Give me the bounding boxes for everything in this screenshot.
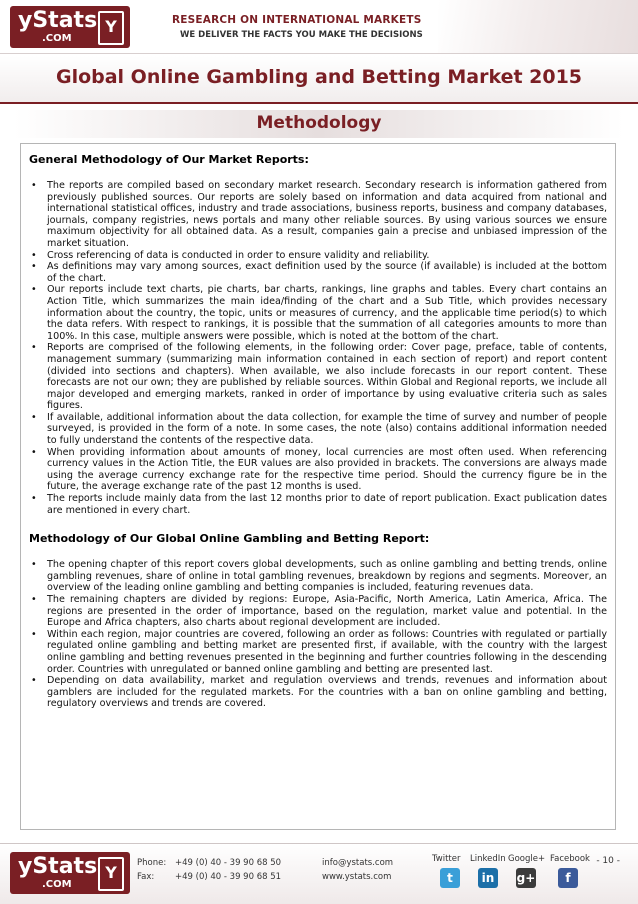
header-decoration xyxy=(438,0,638,53)
facebook-icon[interactable]: f xyxy=(558,868,578,888)
bullet-icon: • xyxy=(31,261,37,273)
bullet-icon: • xyxy=(31,628,37,640)
fax-label: Fax: xyxy=(137,872,155,882)
title-bar xyxy=(0,56,638,104)
bullet-icon: • xyxy=(31,675,37,687)
list-item-text: When providing information about amounts of money, local currencies are most often used. When referencing currency values in the Action Title, the EUR values are also provided in brackets. The conversions are always made using the average currency exchange rate for the respective time period. Should the currency figure be in the future, the average exchange rate of the past 12 months is used. xyxy=(47,446,607,493)
logo-brand: yStats xyxy=(18,8,98,33)
list-item-text: The opening chapter of this report covers global developments, such as online gambling and betting trends, online gambling revenues, share of online in total gambling revenues, breakdown by regions and segments. Moreover, an overview of the leading online gambling and betting companies is included, featuring revenues data. xyxy=(47,559,607,594)
footer-logo-domain: .COM xyxy=(42,879,72,890)
list-item xyxy=(29,261,607,284)
list-item xyxy=(29,180,607,250)
list-item xyxy=(29,250,607,262)
bullet-icon: • xyxy=(31,559,37,571)
header-tagline: RESEARCH ON INTERNATIONAL MARKETS xyxy=(172,14,422,26)
list-item xyxy=(29,447,607,493)
list-item-text: Our reports include text charts, pie charts, bar charts, rankings, line graphs and tables. Every chart contains an Action Title, which summarizes the main idea/finding of the chart and a Sub Title, which provides necessary information about the country, the topic, units or measures of currency, and the applicable time period(s) to which the data refers. With respect to rankings, it is possible that the summation of all categories amounts to more than 100%. In this case, multiple answers were possible, which is noted at the bottom of the chart. xyxy=(47,284,607,342)
footer-logo-brand: yStats xyxy=(18,854,98,879)
social-label-google-plus: Google+ xyxy=(508,854,546,864)
ystats-logo[interactable] xyxy=(10,6,130,48)
list-item xyxy=(29,342,607,412)
twitter-icon[interactable]: t xyxy=(440,868,460,888)
section-label-bar xyxy=(14,110,624,138)
phone-number: +49 (0) 40 - 39 90 68 50 xyxy=(175,858,282,868)
bullet-icon: • xyxy=(31,180,37,191)
linkedin-icon[interactable]: in xyxy=(478,868,498,888)
list-item-text: Cross referencing of data is conducted in order to ensure validity and reliability. xyxy=(47,249,430,261)
bullet-icon: • xyxy=(31,411,37,423)
phone-label: Phone: xyxy=(137,858,167,868)
list-item xyxy=(29,493,607,516)
website-link[interactable]: www.ystats.com xyxy=(322,872,392,882)
page-header xyxy=(0,0,638,54)
footer-logo-mark-icon: Y xyxy=(98,857,124,891)
specific-heading: Methodology of Our Global Online Gambling and Betting Report: xyxy=(29,532,430,546)
bullet-icon: • xyxy=(31,342,37,354)
general-list xyxy=(29,180,607,516)
header-subtagline: WE DELIVER THE FACTS YOU MAKE THE DECISIONS xyxy=(180,30,423,40)
list-item xyxy=(29,412,607,447)
list-item-text: The reports are compiled based on secondary market research. Secondary research is information gathered from previously published sources. Our reports are solely based on information and data acquired from national and international statistical offices, industry and trade associations, business reports, business and company databases, journals, company registries, news portals and many other reliable sources. By using various sources we ensure maximum objectivity for all obtained data. As a result, companies gain a precise and unbiased impression of the market situation. xyxy=(47,180,607,249)
list-item-text: Within each region, major countries are covered, following an order as follows: Countries with regulated or partially regulated online gambling and betting market are presented first, if available, with the country with the largest online gambling and betting revenues presented in the beginning and further countries following in the descending order. Countries with unregulated or banned online gambling and betting are presented last. xyxy=(47,628,607,675)
fax-number: +49 (0) 40 - 39 90 68 51 xyxy=(175,872,282,882)
bullet-icon: • xyxy=(31,446,37,458)
contact-online xyxy=(322,856,393,884)
contact-phone-fax xyxy=(137,856,282,884)
list-item xyxy=(29,284,607,342)
list-item xyxy=(29,629,607,675)
general-heading: General Methodology of Our Market Reports: xyxy=(29,153,309,166)
page-footer xyxy=(0,843,638,904)
list-item xyxy=(29,675,607,710)
social-label-linkedin: LinkedIn xyxy=(470,854,506,864)
list-item-text: If available, additional information about the data collection, for example the time of survey and number of people surveyed, is provided in the form of a note. In some cases, the note (also) contains additional information needed to fully understand the contents of the respective data. xyxy=(47,411,607,447)
logo-mark-icon: Y xyxy=(98,11,124,45)
email-link[interactable]: info@ystats.com xyxy=(322,858,394,868)
list-item xyxy=(29,559,607,594)
list-item-text: Depending on data availability, market and regulation overviews and trends, revenues and information about gamblers are included for the regulated markets. For the countries with a ban on online gambling and betting, regulatory overviews and trends are covered. xyxy=(47,675,607,710)
section-label: Methodology xyxy=(256,113,382,133)
social-label-facebook: Facebook xyxy=(550,854,590,864)
list-item-text: The remaining chapters are divided by regions: Europe, Asia-Pacific, North America, Latin America, Africa. The regions are presented in the order of importance, based on the regulation, market value and potential. In the Europe and Africa chapters, also charts about regional development are included. xyxy=(47,594,607,629)
specific-list xyxy=(29,559,607,710)
bullet-icon: • xyxy=(31,249,37,261)
bullet-icon: • xyxy=(31,493,37,505)
google-plus-icon[interactable]: g+ xyxy=(516,868,536,888)
list-item-text: Reports are comprised of the following elements, in the following order: Cover page, preface, table of contents, management summary (summarizing main information contained in each section of report) and report content (divided into sections and chapters). When available, we also include forecasts in our report content. These forecasts are not our own; they are published by reliable sources. Within Global and Regional reports, we include all major developed and emerging markets, ranked in order of importance by using evaluative criteria such as sales figures. xyxy=(47,342,607,412)
social-label-twitter: Twitter xyxy=(432,854,461,864)
logo-domain: .COM xyxy=(42,33,72,44)
footer-ystats-logo[interactable] xyxy=(10,852,130,894)
bullet-icon: • xyxy=(31,284,37,296)
list-item-text: The reports include mainly data from the last 12 months prior to date of report publication. Exact publication dates are mentioned in every chart. xyxy=(47,493,607,516)
bullet-icon: • xyxy=(31,594,37,605)
page-title: Global Online Gambling and Betting Market 2015 xyxy=(55,66,583,88)
content-box xyxy=(20,143,616,830)
list-item-text: As definitions may vary among sources, exact definition used by the source (if available) is included at the bottom of the chart. xyxy=(47,261,607,284)
page-number: - 10 - xyxy=(596,856,620,866)
list-item xyxy=(29,594,607,629)
